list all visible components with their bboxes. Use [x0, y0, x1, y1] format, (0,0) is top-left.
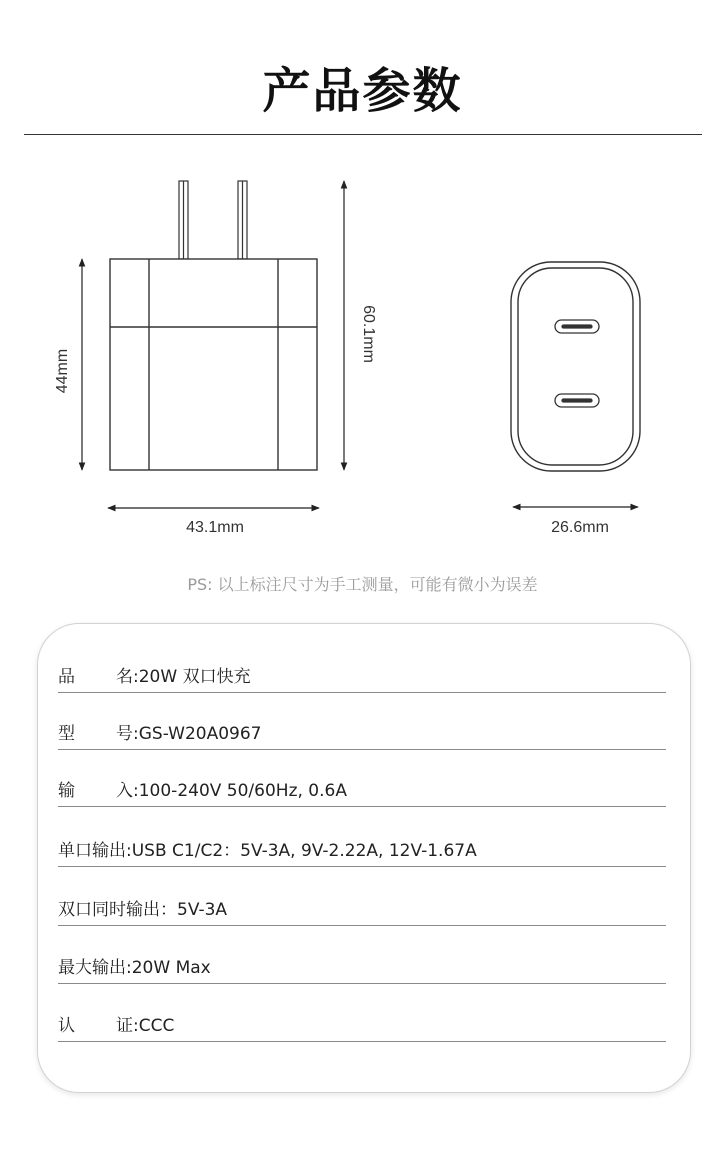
spec-row-input	[58, 776, 666, 807]
spec-sep: ：	[160, 900, 177, 920]
spec-label: 最大输出	[58, 958, 126, 978]
measurement-note: PS: 以上标注尺寸为手工测量，可能有微小为误差	[187, 575, 538, 594]
page-title: 产品参数	[262, 63, 463, 119]
spec-sep: :	[133, 781, 139, 801]
spec-label: 型	[58, 724, 75, 744]
spec-sep: :	[133, 724, 139, 744]
spec-label: 入	[116, 781, 133, 801]
spec-value: 20W Max	[131, 958, 211, 978]
spec-label: 名	[116, 667, 133, 687]
spec-row-name	[58, 662, 666, 693]
dim-label-44: 44mm	[54, 348, 71, 394]
dim-label-43: 43.1mm	[186, 519, 244, 536]
spec-row-single-output	[58, 836, 666, 867]
spec-value: GS-W20A0967	[138, 724, 262, 744]
spec-label: 输	[58, 781, 75, 801]
spec-value: USB C1/C2：5V-3A, 9V-2.22A, 12V-1.67A	[131, 841, 477, 861]
spec-label: 单口输出	[58, 841, 126, 861]
spec-sep: :	[133, 1016, 139, 1036]
dim-label-26: 26.6mm	[551, 519, 609, 536]
spec-label: 证	[116, 1016, 133, 1036]
dimension-drawing	[0, 0, 725, 560]
spec-label: 品	[58, 667, 75, 687]
spec-row-certification	[58, 1011, 666, 1042]
spec-label: 双口同时输出	[58, 900, 160, 920]
plug-prongs	[179, 181, 247, 259]
spec-sep: :	[133, 667, 139, 687]
spec-row-dual-output	[58, 895, 666, 926]
spec-card	[37, 623, 691, 1093]
spec-row-model	[58, 719, 666, 750]
spec-label: 认	[58, 1016, 75, 1036]
spec-sep: :	[126, 841, 132, 861]
charger-front-view	[110, 259, 317, 470]
spec-value: 100-240V 50/60Hz, 0.6A	[138, 781, 347, 801]
spec-value: 20W 双口快充	[138, 667, 251, 687]
spec-row-max-output	[58, 953, 666, 984]
charger-side-view	[511, 262, 640, 471]
spec-value: CCC	[138, 1016, 175, 1036]
spec-label: 号	[116, 724, 133, 744]
dim-label-60: 60.1mm	[360, 305, 377, 363]
spec-value: 5V-3A	[177, 900, 228, 920]
spec-sep: :	[126, 958, 132, 978]
